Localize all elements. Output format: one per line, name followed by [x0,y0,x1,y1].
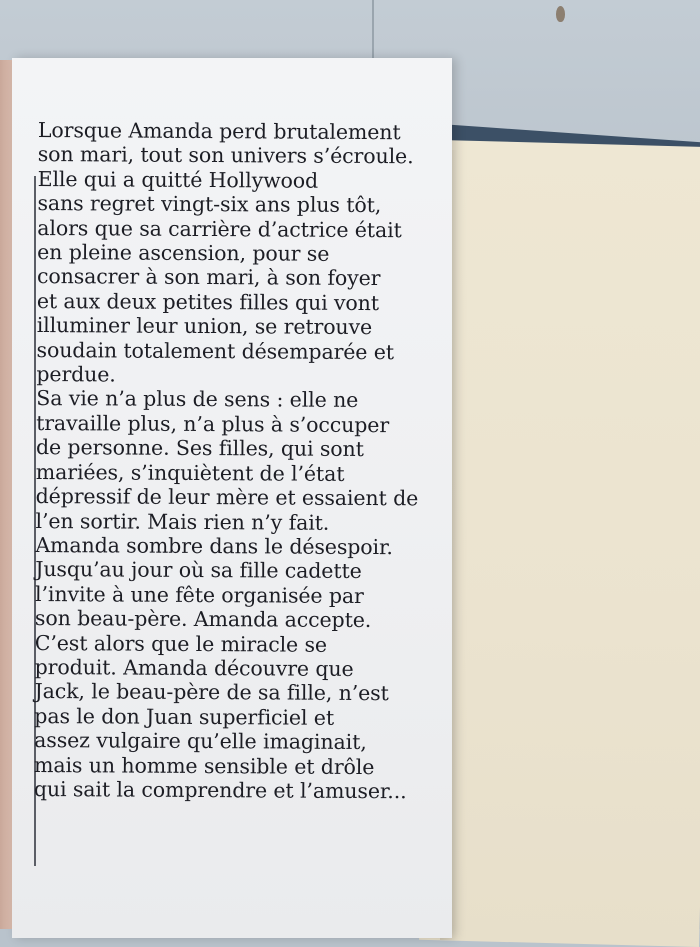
blurb-line: consacrer à son mari, à son foyer [36,264,381,291]
blurb-line: mariées, s’inquiètent de l’état [35,459,345,486]
blurb-line: dépressif de leur mère et essaient de [35,484,419,511]
blurb-line: son mari, tout son univers s’écroule. [37,142,414,169]
blurb-text [34,118,438,804]
blurb-line: assez vulgaire qu’elle imaginait, [34,728,367,755]
blurb-line: son beau-père. Amanda accepte. [34,606,372,633]
blurb-line: et aux deux petites filles qui vont [36,288,380,315]
blurb-line: de personne. Ses filles, qui sont [35,435,364,462]
blurb-line: illuminer leur union, se retrouve [36,313,373,340]
blurb-line: Jusqu’au jour où sa fille cadette [35,557,362,584]
blurb-line: Lorsque Amanda perd brutalement [37,118,401,145]
blurb-line: Jack, le beau-père de sa fille, n’est [34,679,389,706]
wall-seam [372,0,374,60]
blurb-line: soudain totalement désemparée et [36,337,395,364]
blurb-line: Amanda sombre dans le désespoir. [35,532,393,560]
blurb-line: qui sait la comprendre et l’amuser... [33,776,407,804]
blurb-line: mais un homme sensible et drôle [33,752,375,779]
wall-stain [556,6,565,22]
blurb-line: travaille plus, n’a plus à s’occuper [36,410,390,438]
blurb-line: produit. Amanda découvre que [34,654,354,681]
blurb-line: perdue. [36,362,116,387]
blurb-line: C’est alors que le miracle se [34,630,328,657]
blurb-line: sans regret vingt-six ans plus tôt, [37,191,382,218]
blurb-line: Sa vie n’a plus de sens : elle ne [36,386,359,413]
blurb-line: pas le don Juan superficiel et [34,703,335,730]
blurb-line: l’en sortir. Mais rien n’y fait. [35,508,330,535]
blurb-line: Elle qui a quitté Hollywood [37,166,319,193]
blurb-line: l’invite à une fête organisée par [35,581,364,608]
blurb-line: alors que sa carrière d’actrice était [37,215,402,242]
blurb-line: en pleine ascension, pour se [37,240,330,266]
book-cover [419,140,700,947]
